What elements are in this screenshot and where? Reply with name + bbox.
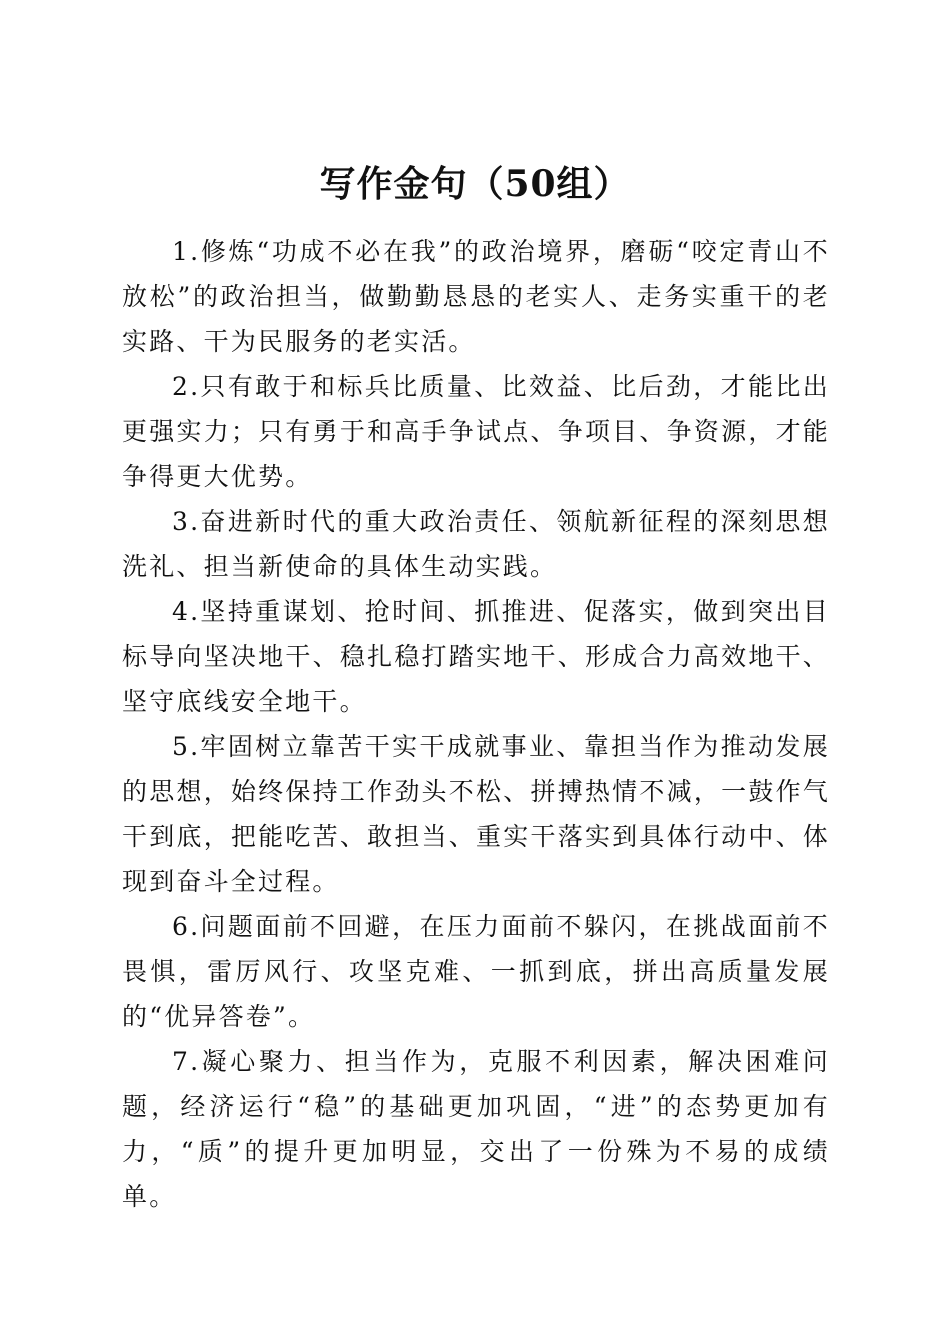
paragraph-2: 2.只有敢于和标兵比质量、比效益、比后劲，才能比出更强实力；只有勇于和高手争试点、争项目、争资源，才能争得更大优势。	[122, 372, 830, 491]
document-title: 写作金句（50组）	[319, 163, 631, 206]
paragraph-7: 7.凝心聚力、担当作为，克服不利因素，解决困难问题，经济运行“稳”的基础更加巩固，“进”的态势更加有力，“质”的提升更加明显，交出了一份殊为不易的成绩单。	[122, 1047, 830, 1211]
paragraph-5: 5.牢固树立靠苦干实干成就事业、靠担当作为推动发展的思想，始终保持工作劲头不松、拼搏热情不减，一鼓作气干到底，把能吃苦、敢担当、重实干落实到具体行动中、体现到奋斗全过程。	[122, 732, 830, 896]
document-body	[122, 229, 830, 1219]
paragraph-3: 3.奋进新时代的重大政治责任、领航新征程的深刻思想洗礼、担当新使命的具体生动实践。	[122, 507, 830, 581]
paragraph-6: 6.问题面前不回避，在压力面前不躲闪，在挑战面前不畏惧，雷厉风行、攻坚克难、一抓到底，拼出高质量发展的“优异答卷”。	[122, 912, 830, 1031]
paragraph-1: 1.修炼“功成不必在我”的政治境界，磨砺“咬定青山不放松”的政治担当，做勤勤恳恳的老实人、走务实重干的老实路、干为民服务的老实活。	[122, 237, 830, 356]
paragraph-4: 4.坚持重谋划、抢时间、抓推进、促落实，做到突出目标导向坚决地干、稳扎稳打踏实地干、形成合力高效地干、坚守底线安全地干。	[122, 597, 830, 716]
